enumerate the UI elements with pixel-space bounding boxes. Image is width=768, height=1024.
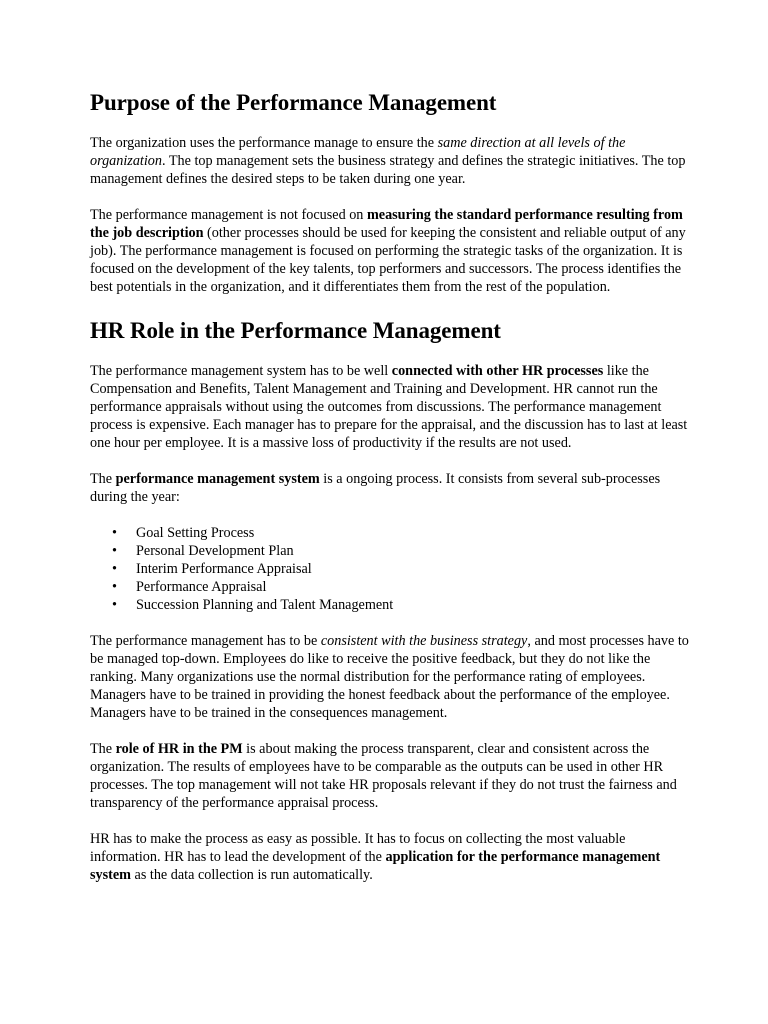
strong-connected-hr: connected with other HR processes	[391, 363, 604, 379]
strong-application-pm: application for the performance management system	[90, 849, 661, 883]
heading-hr-role: HR Role in the Performance Management	[90, 318, 501, 343]
paragraph-hr-4: The role of HR in the PM is about making the process transparent, clear and consistent across the organization. The results of employees have to be comparable as the outputs can be used in other HR processes. The top management will not take HR proposals relevant if they do not trust the fairness and transparency of the performance appraisal process.	[90, 741, 677, 811]
subprocess-list	[90, 524, 690, 614]
paragraph-hr-5: HR has to make the process as easy as possible. It has to focus on collecting the most valuable information. HR has to lead the development of the application for the performance management system as the data collection is run automatically.	[90, 831, 661, 883]
paragraph-hr-1: The performance management system has to be well connected with other HR processes like the Compensation and Benefits, Talent Management and Training and Development. HR cannot run the performance appraisals without using the outcomes from discussions. The performance management process is expensive. Each manager has to prepare for the appraisal, and the discussion has to last at least one hour per employee. It is a massive loss of productivity if the results are not used.	[90, 363, 688, 451]
bullet-icon: •	[112, 561, 117, 577]
strong-pm-system: performance management system	[115, 471, 320, 487]
paragraph-purpose-2: The performance management is not focused on measuring the standard performance resulting from the job description (other processes should be used for keeping the consistent and reliable output of any job). The performance management is focused on performing the strategic tasks of the organization. It is focused on the development of the key talents, top performers and successors. The process identifies the best potentials in the organization, and it differentiates them from the rest of the population.	[90, 207, 686, 295]
paragraph-purpose-1: The organization uses the performance manage to ensure the same direction at all levels of the organization. The top management sets the business strategy and defines the strategic initiatives. The top management defines the desired steps to be taken during one year.	[90, 135, 686, 187]
strong-role-of-hr: role of HR in the PM	[115, 741, 243, 757]
bullet-icon: •	[112, 543, 117, 559]
list-item: • Performance Appraisal	[112, 579, 267, 595]
bullet-icon: •	[112, 525, 117, 541]
list-item: • Interim Performance Appraisal	[112, 561, 312, 577]
list-item: • Personal Development Plan	[112, 543, 294, 559]
emphasis-consistent-strategy: consistent with the business strategy	[320, 633, 528, 649]
list-item: • Goal Setting Process	[112, 525, 255, 541]
paragraph-hr-2: The performance management system is a ongoing process. It consists from several sub-processes during the year:	[90, 471, 661, 505]
paragraph-hr-3: The performance management has to be consistent with the business strategy, and most processes have to be managed top-down. Employees do like to receive the positive feedback, but they do not like the ranking. Many organizations use the normal distribution for the performance rating of employees. Managers have to be trained in providing the honest feedback about the performance of the employee. Managers have to be trained in the consequences management.	[90, 633, 689, 721]
emphasis-same-direction: same direction at all levels of the organization	[90, 135, 626, 169]
bullet-icon: •	[112, 597, 117, 613]
bullet-icon: •	[112, 579, 117, 595]
document-page	[90, 88, 690, 902]
heading-purpose: Purpose of the Performance Management	[90, 90, 497, 115]
list-item: • Succession Planning and Talent Management	[112, 597, 394, 613]
strong-measuring-standard: measuring the standard performance resulting from the job description	[90, 207, 683, 241]
